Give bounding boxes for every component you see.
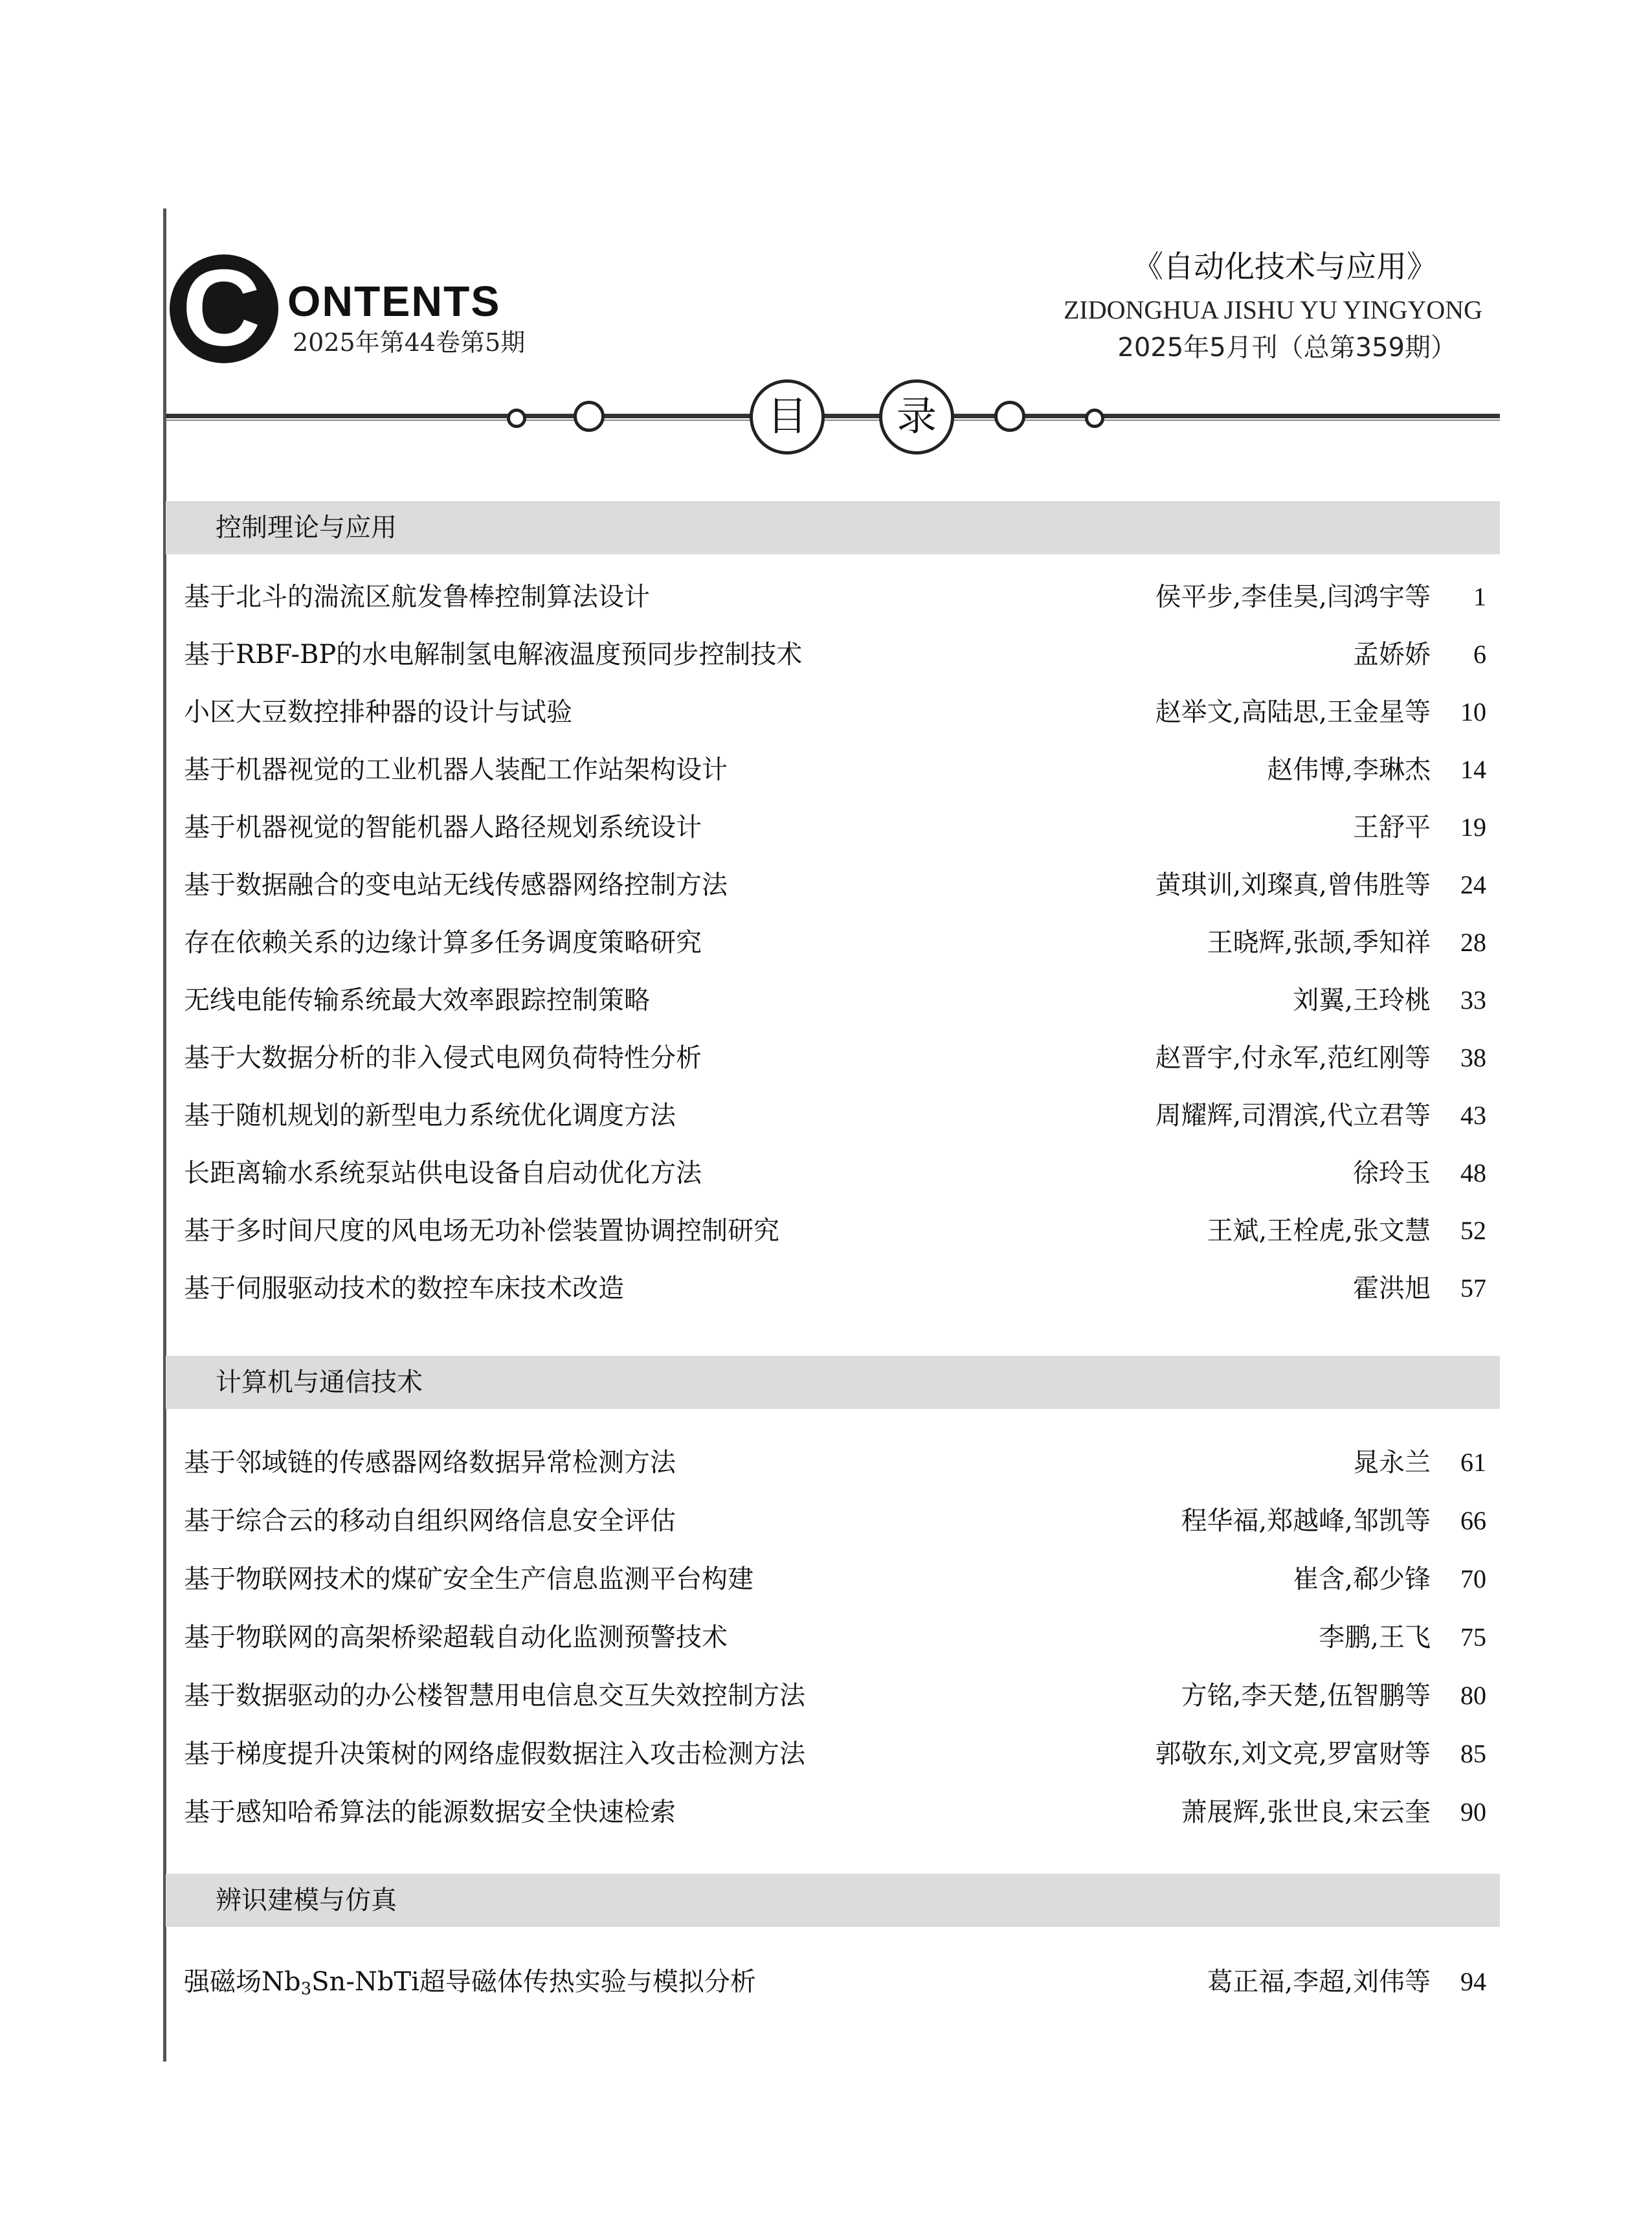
- entry-page: 38: [1460, 1043, 1486, 1072]
- entry-title: 基于RBF-BP的水电解制氢电解液温度预同步控制技术: [184, 640, 803, 669]
- entry-authors: 方铭,李天楚,伍智鹏等: [1181, 1681, 1431, 1711]
- entry-authors: 崔含,郗少锋: [1293, 1564, 1431, 1594]
- entry-authors: 郭敬东,刘文亮,罗富财等: [1155, 1739, 1431, 1769]
- entry-authors: 黄琪训,刘璨真,曾伟胜等: [1155, 870, 1431, 900]
- entry-title-subscript: 3: [300, 1979, 312, 1999]
- section-title: 计算机与通信技术: [216, 1367, 423, 1397]
- contents-c-logo: [170, 247, 278, 368]
- entry-authors: 孟娇娇: [1353, 640, 1431, 669]
- entry-authors: 程华福,郑越峰,邹凯等: [1181, 1506, 1431, 1536]
- entry-authors: 赵伟博,李琳杰: [1267, 755, 1431, 785]
- entry-title: 基于物联网的高架桥梁超载自动化监测预警技术: [184, 1623, 728, 1652]
- entry-page: 52: [1460, 1216, 1486, 1245]
- toc-char-mu: 目: [750, 379, 825, 455]
- entry-page: 75: [1460, 1623, 1486, 1652]
- entry-authors: 侯平步,李佳昊,闫鸿宇等: [1155, 582, 1431, 612]
- entry-page: 24: [1460, 870, 1486, 899]
- toc-entry[interactable]: [184, 633, 1486, 676]
- entry-title: 基于数据融合的变电站无线传感器网络控制方法: [184, 870, 728, 900]
- entry-authors: 赵晋宇,付永军,范红刚等: [1155, 1043, 1431, 1073]
- journal-title-cn: 《自动化技术与应用》: [1133, 249, 1437, 285]
- toc-entry[interactable]: [184, 748, 1486, 791]
- entry-title: 基于机器视觉的智能机器人路径规划系统设计: [184, 813, 702, 842]
- entry-authors: 王舒平: [1353, 813, 1431, 842]
- entry-authors: 王晓辉,张颉,季知祥: [1207, 928, 1431, 958]
- entry-title: 基于感知哈希算法的能源数据安全快速检索: [184, 1797, 676, 1827]
- toc-entry[interactable]: [184, 864, 1486, 906]
- entry-page: 28: [1460, 928, 1486, 957]
- ornament-dot-left: [507, 409, 526, 428]
- entry-page: 14: [1460, 755, 1486, 784]
- entry-authors: 晁永兰: [1353, 1448, 1431, 1478]
- toc-entry[interactable]: [184, 691, 1486, 734]
- entry-page: 90: [1460, 1797, 1486, 1827]
- entry-page: 10: [1460, 697, 1486, 726]
- entry-authors: 周耀辉,司渭滨,代立君等: [1155, 1101, 1431, 1130]
- toc-entry[interactable]: [184, 1791, 1486, 1834]
- entry-page: 70: [1460, 1564, 1486, 1593]
- entry-page: 48: [1460, 1158, 1486, 1187]
- toc-entry[interactable]: [184, 979, 1486, 1022]
- entry-title: 基于邻域链的传感器网络数据异常检测方法: [184, 1448, 676, 1478]
- toc-entry[interactable]: [184, 1558, 1486, 1601]
- entry-authors: 萧展辉,张世良,宋云奎: [1181, 1797, 1431, 1827]
- entry-title: 基于数据驱动的办公楼智慧用电信息交互失效控制方法: [184, 1681, 805, 1711]
- entry-page: 19: [1460, 813, 1486, 842]
- entry-title: 基于随机规划的新型电力系统优化调度方法: [184, 1101, 676, 1130]
- entry-title-part: 强磁场Nb: [184, 1967, 301, 1997]
- entry-page: 6: [1473, 640, 1486, 669]
- entry-authors: 刘翼,王玲桃: [1293, 985, 1431, 1015]
- ornament-ring-left: [574, 401, 605, 432]
- toc-entry[interactable]: [184, 806, 1486, 849]
- section-title: 辨识建模与仿真: [216, 1885, 397, 1915]
- entry-title: 基于梯度提升决策树的网络虚假数据注入攻击检测方法: [184, 1739, 805, 1769]
- contents-initial: C: [182, 247, 261, 368]
- toc-entry[interactable]: [184, 576, 1486, 618]
- entry-authors: 赵举文,高陆思,王金星等: [1155, 697, 1431, 727]
- entry-title: [184, 1961, 756, 2010]
- entry-title: 基于物联网技术的煤矿安全生产信息监测平台构建: [184, 1564, 753, 1594]
- entry-authors: 葛正福,李超,刘伟等: [1207, 1967, 1431, 1997]
- toc-entry[interactable]: [184, 1209, 1486, 1252]
- ornament-ring-right: [994, 401, 1025, 432]
- entry-page: 94: [1460, 1967, 1486, 1996]
- entry-page: 66: [1460, 1506, 1486, 1535]
- entry-page: 80: [1460, 1681, 1486, 1710]
- toc-entry[interactable]: [184, 1267, 1486, 1310]
- entry-title: 基于多时间尺度的风电场无功补偿装置协调控制研究: [184, 1216, 779, 1246]
- toc-entry[interactable]: [184, 1094, 1486, 1137]
- entry-title: 基于机器视觉的工业机器人装配工作站架构设计: [184, 755, 728, 785]
- entry-page: 33: [1460, 985, 1486, 1015]
- entry-page: 85: [1460, 1739, 1486, 1768]
- entry-authors: 王斌,王栓虎,张文慧: [1207, 1216, 1431, 1246]
- toc-entry[interactable]: [184, 921, 1486, 964]
- left-vertical-rule: [163, 208, 166, 2062]
- journal-issue: 2025年5月刊（总第359期）: [1117, 333, 1457, 363]
- toc-entry[interactable]: [184, 1733, 1486, 1775]
- toc-entry[interactable]: [184, 1616, 1486, 1659]
- toc-entry[interactable]: [184, 1441, 1486, 1484]
- section-title: 控制理论与应用: [216, 513, 397, 543]
- toc-entry[interactable]: [184, 1961, 1486, 2003]
- entry-title: 基于综合云的移动自组织网络信息安全评估: [184, 1506, 676, 1536]
- entry-title: 基于大数据分析的非入侵式电网负荷特性分析: [184, 1043, 702, 1073]
- toc-entry[interactable]: [184, 1674, 1486, 1717]
- issue-line: 2025年第44卷第5期: [293, 328, 526, 357]
- entry-title: 存在依赖关系的边缘计算多任务调度策略研究: [184, 928, 702, 958]
- entry-page: 43: [1460, 1101, 1486, 1130]
- entry-title: 小区大豆数控排种器的设计与试验: [184, 697, 572, 727]
- journal-title-pinyin: ZIDONGHUA JISHU YU YINGYONG: [1064, 295, 1482, 324]
- entry-title: 长距离输水系统泵站供电设备自启动优化方法: [184, 1158, 702, 1188]
- toc-entry[interactable]: [184, 1152, 1486, 1195]
- entry-authors: 霍洪旭: [1353, 1274, 1431, 1303]
- toc-char-lu: 录: [879, 379, 954, 455]
- entry-title: 基于伺服驱动技术的数控车床技术改造: [184, 1274, 624, 1303]
- entry-page: 1: [1473, 582, 1486, 611]
- entry-title: 基于北斗的湍流区航发鲁棒控制算法设计: [184, 582, 650, 612]
- contents-heading: ONTENTS: [287, 277, 501, 325]
- entry-page: 57: [1460, 1274, 1486, 1303]
- entry-authors: 李鹏,王飞: [1319, 1623, 1431, 1652]
- toc-entry[interactable]: [184, 1037, 1486, 1079]
- entry-page: 61: [1460, 1448, 1486, 1477]
- ornament-dot-right: [1085, 409, 1104, 428]
- toc-ornament: [492, 379, 1178, 457]
- entry-title-part: Sn-NbTi超导磁体传热实验与模拟分析: [311, 1967, 756, 1997]
- entry-authors: 徐玲玉: [1353, 1158, 1431, 1188]
- toc-entry[interactable]: [184, 1500, 1486, 1542]
- entry-title: 无线电能传输系统最大效率跟踪控制策略: [184, 985, 650, 1015]
